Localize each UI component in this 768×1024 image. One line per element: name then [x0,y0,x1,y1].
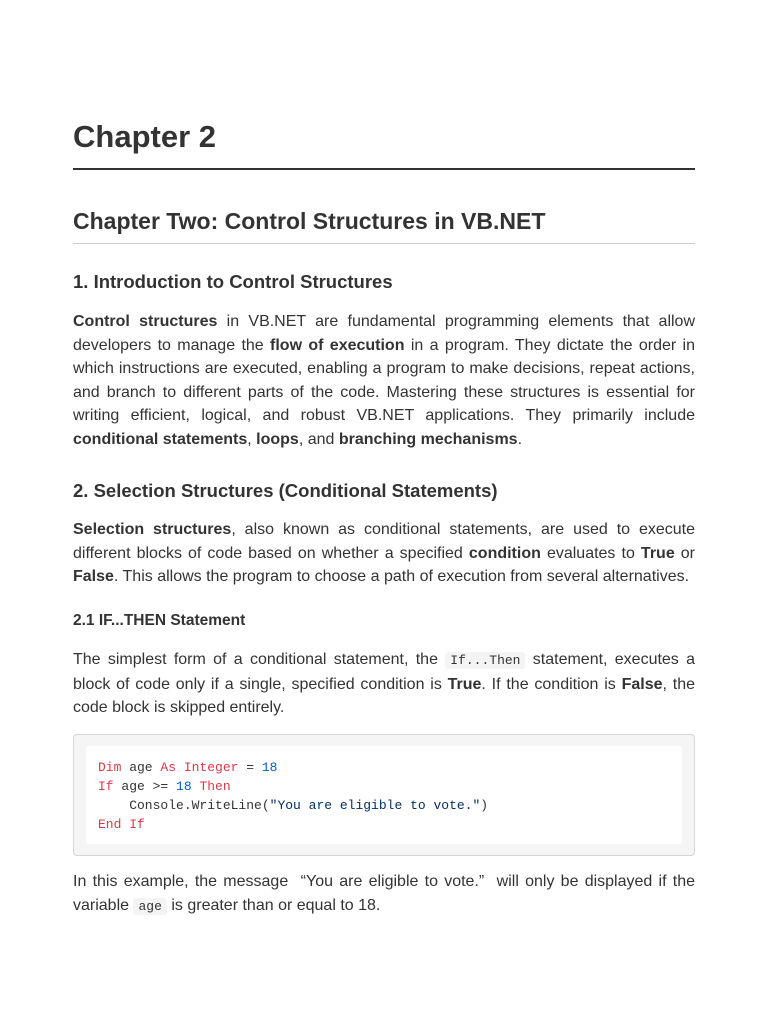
bold-term: conditional statements [73,430,248,448]
text-run: . [517,430,523,448]
text-run: , and [298,430,339,448]
if-then-paragraph [73,648,695,720]
code-text: Console.WriteLine( [98,798,270,813]
code-block [73,734,695,856]
code-block-inner [86,746,682,844]
section-heading-introduction: 1. Introduction to Control Structures [73,271,393,292]
bold-term: False [73,568,114,585]
code-text: age >= [113,779,177,794]
inline-code: If...Then [445,652,525,669]
chapter-title: Chapter 2 [73,114,695,170]
code-keyword: Then [199,779,231,794]
code-keyword: If [129,817,145,832]
bold-term: loops [256,430,299,448]
code-keyword: End [98,817,122,832]
selection-paragraph [73,518,695,589]
text-run: In this example, the message “You are eligible to vote.” will only be displayed if the variable [73,873,695,914]
code-keyword: Dim [98,760,122,775]
bold-term: True [640,544,675,562]
bold-term: Selection structures [73,521,232,538]
introduction-paragraph [73,310,695,451]
code-text: = [238,760,262,775]
code-text [176,760,184,775]
code-keyword: If [98,779,114,794]
code-text: ) [480,798,489,813]
bold-term: False [621,675,663,693]
code-listing [86,746,682,846]
example-explanation-paragraph [73,870,695,918]
code-string: "You are eligible to vote." [269,798,481,813]
code-keyword: Integer [183,760,239,775]
code-number: 18 [176,779,192,794]
bold-term: condition [468,544,541,562]
text-run: , also known as conditional statements, are used to execute different blocks of code based on whether a specified [73,521,696,562]
text-run: , the code block is skipped entirely. [73,675,696,716]
subsection-heading-if-then: 2.1 IF...THEN Statement [73,612,246,629]
text-run: The simplest form of a conditional statement, the [73,651,446,668]
text-run: . If the condition is [481,675,622,693]
code-number: 18 [261,760,278,775]
document-title: Chapter Two: Control Structures in VB.NET [73,204,695,244]
bold-term: Control structures [73,313,218,330]
text-run: or [674,544,696,562]
text-run: in VB.NET are fundamental programming elements that allow developers to manage the [73,313,696,354]
text-run: statement, executes a block of code only if a single, specified condition is [73,651,695,693]
text-run: . This allows the program to choose a path of execution from several alternatives. [113,568,690,585]
code-keyword: As [160,760,177,775]
inline-code: age [133,898,166,915]
bold-term: True [447,675,482,693]
text-run: in a program. They dictate the order in which instructions are executed, enabling a program to make decisions, repeat actions, and branch to different parts of the code. Mastering these structures is essential for writing efficient, logical, and robust VB.NET applications. They primarily include [73,336,696,424]
section-heading-selection: 2. Selection Structures (Conditional Statements) [73,480,498,501]
text-run: evaluates to [540,544,641,562]
text-run: is greater than or equal to 18. [166,896,381,914]
code-text: age [121,760,161,775]
bold-term: branching mechanisms [338,430,518,448]
text-run: , [247,430,257,448]
bold-term: flow of execution [270,336,405,354]
